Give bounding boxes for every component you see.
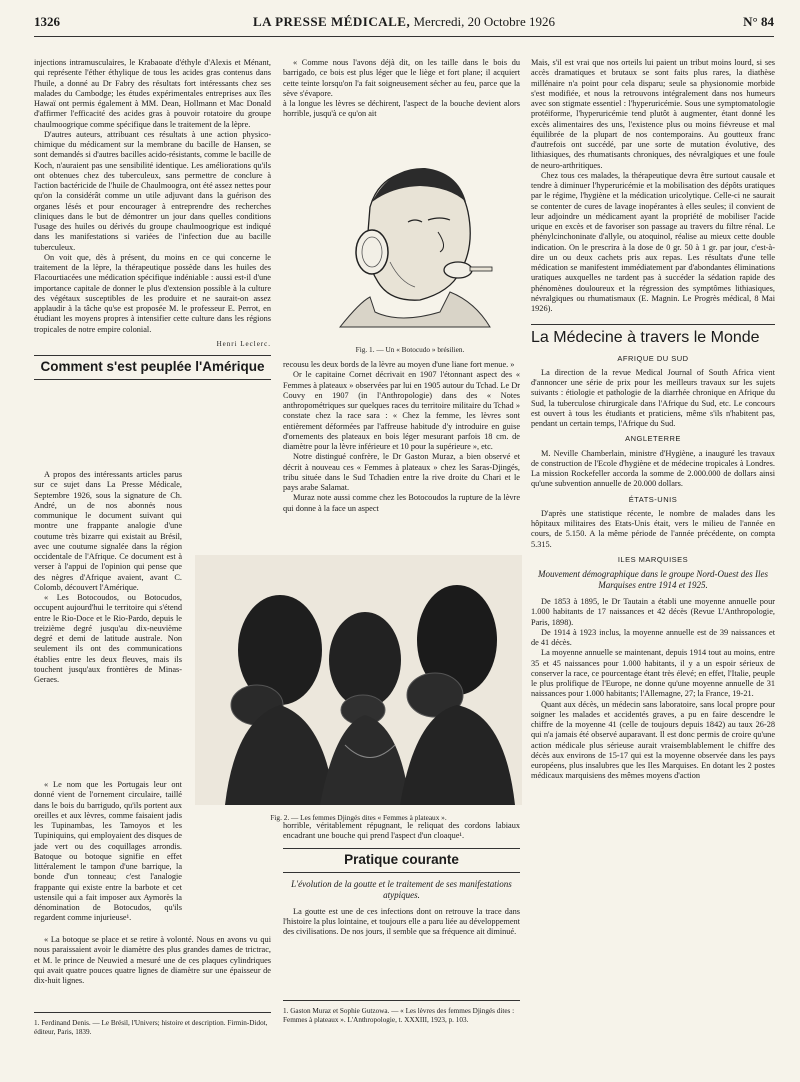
divider — [283, 872, 520, 873]
paragraph: M. Neville Chamberlain, ministre d'Hygiène, a inauguré les travaux de construction de l'Ecole d'hygiène et de médecine tropicales à Londres. La mission Rockefeller accorda la somme de 2.000.000 de dollars ainsi qu'une subvention annuelle de 20.000 dollars. — [531, 448, 775, 489]
botocudo-portrait-figure — [300, 152, 510, 332]
issue-number: N° 84 — [743, 14, 774, 29]
country-heading: ILES MARQUISES — [617, 554, 689, 564]
country-heading: ÉTATS-UNIS — [628, 494, 678, 504]
paragraph: « La botoque se place et se retire à volonté. Nous en avons vu qui nous paraissaient avoir le diamètre des plus grandes dames de trictrac, et M. le prince de Neuwied a mesuré une de ces plaques cylindriques qui avait quatre pouces quatre lignes de diamètre sur une épaisseur de dix-huit lignes. — [34, 935, 271, 985]
paragraph: recousu les deux bords de la lèvre au moyen d'une liane fort menue. » — [283, 360, 515, 369]
column-1 — [34, 58, 271, 386]
paragraph: On voit que, dès à présent, du moins en ce qui concerne le traitement de la lèpre, la thérapeutique possède dans les huiles des Flacourtiacées une médication spécifique indéniable : aussi est-il d'une importance capitale de donner le plus d'extension possible à la culture des végétaux susceptibles de les produire et ne saurait-on assez applaudir à la tâche qu'se est proposée M. le professeur E. Perrot, en étudiant les moyens propres à intensifier cette culture dans les régions tropicales de notre empire colonial. — [34, 252, 271, 334]
article-title: Comment s'est peuplée l'Amérique — [40, 359, 265, 374]
paragraph: Notre distingué confrère, le Dr Gaston Muraz, a bien observé et décrit à nouveau ces « Femmes à plateaux » chez les Saras-Djingés, tribu située dans le Sud Tchadien entre la rive droite du Chari et le pays arabe Salamat. — [283, 452, 520, 492]
figure-2-caption: Fig. 2. — Les femmes Djingés dites « Femmes à plateaux ». — [270, 813, 447, 822]
paragraph: Or le capitaine Cornet décrivait en 1907 l'étonnant aspect des « Femmes à plateaux » observées par lui en 1905 autour du Tchad. Le Dr Couvy en 1907 (in l'Anthropologie) dans des « Notes anthropométriques sur quelques races du territoire militaire du Tchad » constate chez la race sara : « Chez la femme, les lèvres sont entièrement déformées par l'affreuse habitude d'y introduire en guise d'ornements des plateaux en bois léger mesurant parfois 18 cm. de diamètre pour la lèvre inférieure et 10 pour la supérieure », etc. — [283, 370, 520, 451]
paragraph: La direction de la revue Medical Journal of South Africa vient d'annoncer une série de prix pour les meilleurs travaux sur les sujets suivants : étiologie et pathologie de la diarrhée chronique en Afrique du Sud, la tuberculose chirurgicale dans l'Afrique du Sud, etc. Le concours est ouvert à tous les étudiants et praticiens, même s'ils n'habitent pas, pendant un certain temps, l'Afrique du Sud. — [531, 367, 775, 428]
footnote: 1. Ferdinand Denis. — Le Brésil, l'Univers; histoire et description. Firmin-Didot, éditeur, Paris, 1839. — [34, 1012, 271, 1037]
divider — [283, 848, 520, 849]
paragraph: Quant aux décès, un médecin sans laboratoire, sans local propre pour soigner les malades et accidentés graves, a pu en faire descendre le chiffre de la moyenne 41 (celle de toujours depuis 1842) au taux 26-28 qui n'a jamais été observé auparavant. Il est donc permis de croire qu'une action médicale plus sérieuse aurait vraisemblablement le chiffre des décès aux environs de 15-17 qui est la moyenne observée dans les pays européens, plus insalubres que les Iles Marquises. En dotant les 2 postes médicaux marquisiens des mêmes moyens d'action — [531, 699, 775, 781]
paragraph: Muraz note aussi comme chez les Botocoudos la rupture de la lèvre qui donne à la face un aspect — [283, 493, 520, 513]
column-3 — [531, 58, 775, 782]
column-2 — [283, 58, 520, 120]
column-2-continued — [283, 360, 520, 514]
column-2-bottom — [283, 821, 520, 938]
paragraph: La moyenne annuelle se maintenant, depuis 1914 tout au moins, entre 35 et 45 naissances pour 1.000 habitants, il y a un espoir sérieux de conserver la race, ce pourcentage étant très élevé; en effet, l'Italie, peuple le plus prolifique de l'Europe, ne donne qu'une moyenne annuelle de 31 naissances pour 1.000 habitants; l'Allemagne, 27; la France, 19-21. — [531, 648, 775, 699]
divider — [531, 324, 775, 325]
paragraph: « Comme nous l'avons déjà dit, on les taille dans le bois du barrigado, ce bois est plus léger que le liège et fort plane; il acquiert cette teinte lorsqu'on l'a fait soigneusement sécher au feu, parce que la sève s'évapore. — [283, 58, 520, 98]
signature: Henri Leclerc. — [216, 339, 271, 348]
paragraph: La goutte est une de ces infections dont on retrouve la trace dans l'histoire la plus lointaine, et toujours elle a paru liée au développement des civilisations. De nos jours, il semble que sa fréquence ait diminué. — [283, 906, 520, 937]
paragraph: Mais, s'il est vrai que nos orteils lui paient un tribut moins lourd, si ses accès dramatiques et brutaux se sont faits plus rares, la diathèse millénaire n'a point pour cela disparu; seule sa physionomie morbide s'est modifiée, et nous la retrouvons intégralement dans nos humeurs avec son stigmate essentiel : l'hyperuricémie. Sous une symptomatologie protéiforme, l'hyperuricémie tend plutôt à augmenter, étant donné les excès alimentaires des uns, l'existence plus ou moins fiévreuse et mal équilibrée de la plupart de nos contemporains. Au goutteux franc d'autrefois ont succédé, par une sorte de mutation évolutive, des lithiasiques, des rhumatisants chroniques, des névralgiques et une foule de neuro-arthritiques. — [531, 58, 775, 170]
country-heading: AFRIQUE DU SUD — [617, 353, 689, 363]
paragraph: De 1853 à 1895, le Dr Tautain a établi une moyenne annuelle pour 1.000 habitants de 17 naissances et 42 décès (Revue L'Anthropologie, Paris, 1898). — [531, 597, 775, 627]
paragraph: injections intramusculaires, le Krabaoate d'éthyle d'Alexis et Ménant, qui représente l'éther éthylique de tous les acides gras contenus dans l'huile, a donné au Dr Fabry des résultats fort intéressants chez ses malades du Cambodge; les études expérimentales entreprises aux îles Hawaï ont permis également à MM. Dean, Hollmann et Mac Donald d'affirmer l'efficacité des acides gras à pouvoir rotatoire du groupe chaulmoogrique comme spécifique dans le traitement de la lèpre. — [34, 58, 271, 129]
column-1-bottom — [34, 935, 271, 986]
section-title: Pratique courante — [344, 851, 459, 867]
paragraph: « Les Botocoudos, ou Botocudos, occupent aujourd'hui le territoire qui s'étend entre le Rio-Doce et le Rio-Pardo, depuis le treizième degré jusqu'au dix-neuvième degré et demi de latitude australe. Non seulement ils ont des communications établies entre les deux fleuves, mais ils touchent jusqu'aux frontières de Minas-Geraes. — [34, 593, 182, 684]
paragraph: D'autres auteurs, attribuant ces résultats à une action physico-chimique du médicament sur la membrane du bacille de Hansen, se sont demandés si d'autres bacilles acido-résistants, comme le bacille de Koch, n'auraient pas une sensibilité identique. Les améliorations qu'ils ont obtenues chez des tuberculeux, sans permettre de conclure à l'action bactéricide de l'huile de Chaulmoogra, ont été assez nettes pour qu'on la considérât comme un utile adjuvant dans la guérison des organes lésés et pour encourager à entreprendre des recherches cliniques dans le but de démontrer un jour dans quelles conditions l'usage des huiles ou dérivés du groupe chaulmoogrique est indiqué dans les manifestations si variées de l'infection due au bacille tuberculeux. — [34, 129, 271, 252]
journal-title: LA PRESSE MÉDICALE, Mercredi, 20 Octobre 1926 — [253, 14, 555, 29]
divider — [34, 379, 271, 380]
section-title: La Médecine à travers le Monde — [531, 329, 760, 347]
footnote: 1. Gaston Muraz et Sophie Gutzowa. — « Les lèvres des femmes Djingés dites : Femmes à plateaux ». L'Anthropologie, t. XXXIII, 1923, p. 103. — [283, 1000, 520, 1025]
paragraph: Chez tous ces malades, la thérapeutique devra être surtout causale et tendre à diminuer l'hyperuricémie et la mobilisation des dépôts uratiques par le régime, l'hygiène et la médication uricolytique. Celle-ci ne saurait se contenter de cures de lavage inopérantes à elles seules; il convient de leur adjoindre un médicament ayant la propriété de mobiliser l'acide urique en excès et de favoriser son passage au travers du filtre rénal. Le phénylcinchoninate d'allyle, ou atoquinol, réalise au mieux cette double indication. On le prescrira à la dose de 0 gr. 50 à 1 gr. par jour, c'est-à-dire un ou deux cachets pris aux repas. Les résultats d'une telle médication se manifestent immédiatement par d'abondantes éliminations uratiques auxquelles ne tardent pas à succéder la sédation rapide des phénomènes douloureux et la régression des symptômes lithiasiques, névralgiques ou rhumatismaux (E. Magnin. Le Progrès médical, 8 Mai 1926). — [531, 170, 775, 313]
paragraph: D'après une statistique récente, le nombre de malades dans les hôpitaux militaires des Etats-Unis était, vers le milieu de l'année en cours, de 5.150. A la même période de l'année précédente, on compta 5.315. — [531, 508, 775, 549]
figure-1-caption: Fig. 1. — Un « Botocudo » brésilien. — [355, 345, 465, 354]
plate-women-photo-figure — [195, 555, 522, 805]
section-subtitle: Mouvement démographique dans le groupe Nord-Ouest des Iles Marquises entre 1914 et 1925. — [537, 569, 769, 590]
section-subtitle: L'évolution de la goutte et le traitement de ses manifestations atypiques. — [291, 878, 512, 900]
paragraph: à la longue les lèvres se déchirent, l'aspect de la bouche devient alors horrible, jusqu'à ce qu'on ait — [283, 99, 520, 119]
page-number: 1326 — [34, 14, 60, 29]
divider — [34, 355, 271, 356]
paragraph: « Le nom que les Portugais leur ont donné vient de l'ornement circulaire, taillé dans le bois du barrigudo, qu'ils portent aux oreilles et aux lèvres, comme faisaient jadis les Tupinambas, les Tamoyos et les Tupiniquins, qui employaient des disques de jade vert ou des coquillages arrondis. Batoque ou botoque signifie en effet littéralement le tampon d'une barrique, la bonde d'un tonneau; c'est l'analogie frappante qui existe entre la barbote et cet ustensile qui a fait imposer aux Aymorès la dénomination de Botocudos, qu'ils regardent comme injurieuse¹. — [34, 780, 182, 923]
paragraph: horrible, véritablement répugnant, le reliquat des cordons labiaux encadrant une bouche qui prend l'aspect d'un cloaque¹. — [283, 821, 520, 841]
paragraph: De 1914 à 1923 inclus, la moyenne annuelle est de 39 naissances et de 41 décès. — [531, 627, 775, 647]
paragraph: A propos des intéressants articles parus sur ce sujet dans La Presse Médicale, Septembre 1926, sous la signature de Ch. André, un de nos abonnés nous communique le document suivant qui montre une frappante analogie d'une coutume très bizarre qui existait au Brésil, avec une coutume signalée dans la région occidentale de l'Afrique. Ce document est à verser à l'appui de l'opinion qui pense que des nègres d'Afrique avaient, avant C. Colomb, découvert l'Amérique. — [34, 470, 182, 592]
page-header — [34, 14, 774, 37]
country-heading: ANGLETERRE — [625, 434, 681, 444]
